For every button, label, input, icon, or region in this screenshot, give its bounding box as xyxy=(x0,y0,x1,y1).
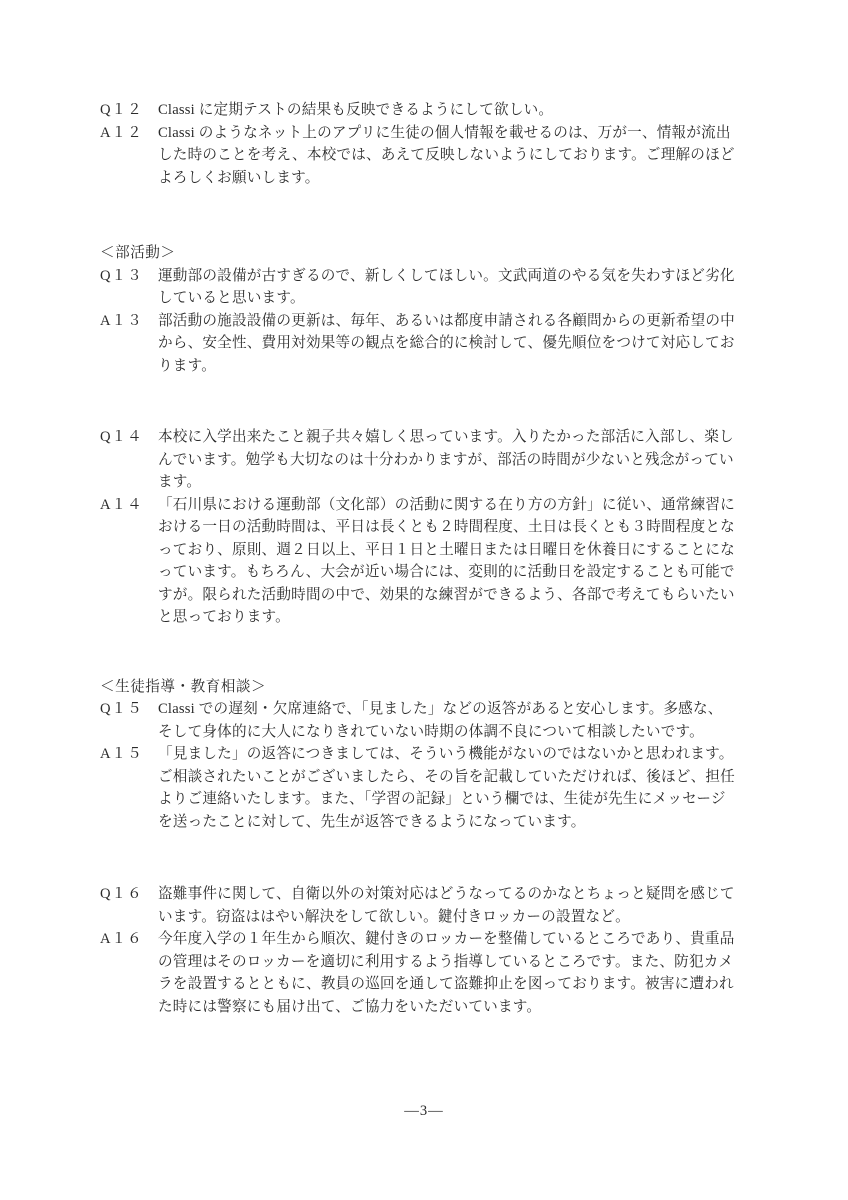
section-heading: ＜部活動＞ xyxy=(100,245,176,261)
text-line: と思っております。 xyxy=(158,609,290,625)
qa-block-q12 xyxy=(100,99,758,189)
text-line: Classi に定期テストの結果も反映できるようにして欲しい。 xyxy=(158,102,554,118)
text-line: 盗難事件に関して、自衛以外の対策対応はどうなってるのかなとちょっと疑問を感じて xyxy=(158,886,735,902)
text-line: ご相談されたいことがございましたら、その旨を記載していただければ、後ほど、担任 xyxy=(158,768,735,785)
text-line: た時には警察にも届け出て、ご協力をいただいています。 xyxy=(158,998,542,1015)
question-text xyxy=(158,265,758,310)
answer-label: A１２ xyxy=(100,124,143,141)
question-label: Q１６ xyxy=(100,886,143,902)
question-text xyxy=(158,426,758,494)
text-line: した時のことを考え、本校では、あえて反映しないようにしております。ご理解のほど xyxy=(158,147,735,163)
text-line: すが。限られた活動時間の中で、効果的な練習ができるよう、各部で考えてもらいたい xyxy=(158,586,735,603)
text-line: していると思います。 xyxy=(158,290,305,306)
text-line: んでいます。勉学も大切なのは十分わかりますが、部活の時間が少ないと残念がってい xyxy=(158,451,734,468)
qa-block-q16 xyxy=(100,883,758,1018)
text-line: を送ったことに対して、先生が返答できるようになっています。 xyxy=(158,813,586,830)
question-label: Q１５ xyxy=(100,701,143,717)
answer-text xyxy=(158,928,758,1018)
answer-text xyxy=(158,494,758,629)
text-line: ります。 xyxy=(158,357,217,374)
answer-label: A１５ xyxy=(100,746,143,762)
text-line: おける一日の活動時間は、平日は長くとも２時間程度、土日は長くとも３時間程度とな xyxy=(158,519,735,535)
text-line: Classi のようなネット上のアプリに生徒の個人情報を載せるのは、万が一、情報が流出 xyxy=(158,124,731,141)
question-item xyxy=(100,883,758,928)
question-item xyxy=(100,99,758,122)
answer-label: A１３ xyxy=(100,312,143,329)
text-line: 「石川県における運動部（文化部）の活動に関する在り方の方針」に従い、通常練習に xyxy=(158,496,735,513)
page-number: —3— xyxy=(404,1103,444,1119)
text-line: 部活動の施設設備の更新は、毎年、あるいは都度申請される各顧問からの更新希望の中 xyxy=(158,312,735,329)
text-line: 本校に入学出来たこと親子共々嬉しく思っています。入りたかった部活に入部し、楽し xyxy=(158,429,734,445)
text-line: っています。もちろん、大会が近い場合には、変則的に活動日を設定することも可能で xyxy=(158,564,735,580)
text-line: 「見ました」の返答につきましては、そういう機能がないのではないかと思われます。 xyxy=(158,746,734,762)
text-line: ラを設置するとともに、教員の巡回を通して盗難抑止を図っております。被害に遭われ xyxy=(158,976,734,992)
question-item xyxy=(100,698,758,743)
text-line: から、安全性、費用対効果等の観点を総合的に検討して、優先順位をつけて対応してお xyxy=(158,335,735,351)
answer-item xyxy=(100,928,758,1018)
text-line: よろしくお願いします。 xyxy=(158,169,320,186)
answer-label: A１６ xyxy=(100,931,143,947)
text-line: Classi での遅刻・欠席連絡で、「見ました」などの返答があると安心します。多感な、 xyxy=(158,701,723,717)
answer-item xyxy=(100,494,758,629)
section-student-guidance xyxy=(100,676,758,834)
qa-block-q14 xyxy=(100,426,758,629)
question-text xyxy=(158,883,758,928)
text-line: そして身体的に大人になりきれていない時期の体調不良について相談したいです。 xyxy=(158,723,704,740)
question-text xyxy=(158,698,758,743)
answer-text xyxy=(158,743,758,833)
question-item xyxy=(100,265,758,310)
question-label: Q１３ xyxy=(100,267,143,284)
question-label: Q１４ xyxy=(100,429,143,445)
question-text xyxy=(158,99,758,122)
text-line: 今年度入学の１年生から順次、鍵付きのロッカーを整備しているところであり、貴重品 xyxy=(158,931,735,947)
answer-item xyxy=(100,310,758,378)
text-line: っており、原則、週２日以上、平日１日と土曜日または日曜日を休養日にすることにな xyxy=(158,541,735,558)
section-heading: ＜生徒指導・教育相談＞ xyxy=(100,678,267,695)
section-club-activities xyxy=(100,242,758,377)
question-label: Q１２ xyxy=(100,102,143,118)
answer-text xyxy=(158,122,758,190)
answer-item xyxy=(100,743,758,833)
text-line: 運動部の設備が古すぎるので、新しくしてほしい。文武両道のやる気を失わすほど劣化 xyxy=(158,267,735,284)
question-item xyxy=(100,426,758,494)
text-line: よりご連絡いたします。また、「学習の記録」という欄では、生徒が先生にメッセージ xyxy=(158,791,726,807)
answer-text xyxy=(158,310,758,378)
answer-item xyxy=(100,122,758,190)
text-line: います。窃盗ははやい解決をして欲しい。鍵付きロッカーの設置など。 xyxy=(158,908,630,925)
text-line: の管理はそのロッカーを適切に利用するよう指導しているところです。また、防犯カメ xyxy=(158,953,734,970)
text-line: ます。 xyxy=(158,474,202,490)
answer-label: A１４ xyxy=(100,496,143,513)
